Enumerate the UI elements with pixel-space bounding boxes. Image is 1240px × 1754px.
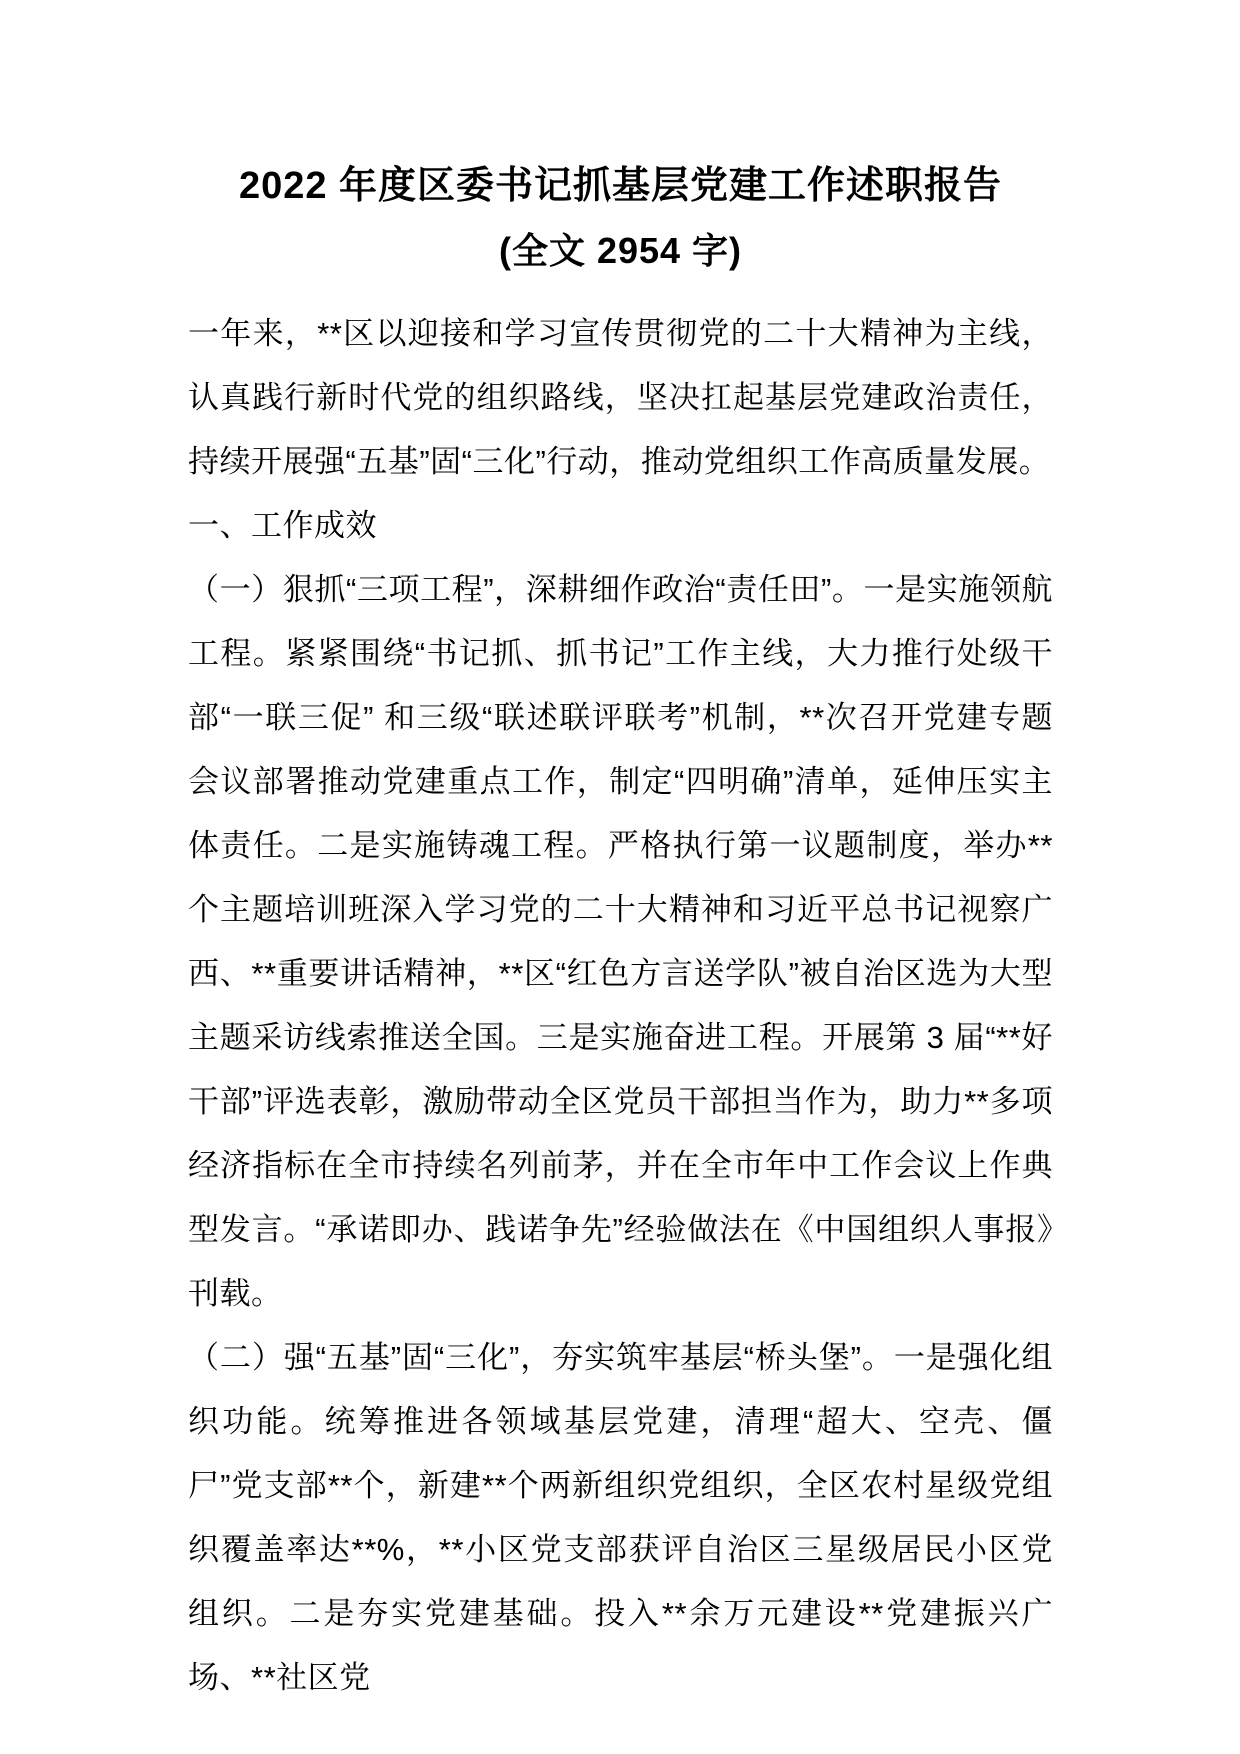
paragraph-item-two: （二）强“五基”固“三化”，夯实筑牢基层“桥头堡”。一是强化组织功能。统筹推进各领域基层党建，清理“超大、空壳、僵尸”党支部**个，新建**个两新组织党组织，全区农村星级党组织覆盖率达**%，**小区党支部获评自治区三星级居民小区党组织。二是夯实党建基础。投入**余万元建设**党建振兴广场、**社区党 — [188, 1340, 1053, 1695]
document-subtitle-word-count: (全文 2954 字) — [498, 230, 743, 271]
paragraph-item-one: （一）狠抓“三项工程”，深耕细作政治“责任田”。一是实施领航工程。紧紧围绕“书记抓、抓书记”工作主线，大力推行处级干部“一联三促” 和三级“联述联评联考”机制，**次召开党建专题会议部署推动党建重点工作，制定“四明确”清单，延伸压实主体责任。二是实施铸魂工程。严格执行第一议题制度，举办**个主题培训班深入学习党的二十大精神和习近平总书记视察广西、**重要讲话精神，**区“红色方言送学队”被自治区选为大型主题采访线索推送全国。三是实施奋进工程。开展第 3 届“**好干部”评选表彰，激励带动全区党员干部担当作为，助力**多项经济指标在全市持续名列前茅，并在全市年中工作会议上作典型发言。“承诺即办、践诺争先”经验做法在《中国组织人事报》刊载。 — [188, 572, 1053, 1311]
paragraph-intro: 一年来，**区以迎接和学习宣传贯彻党的二十大精神为主线，认真践行新时代党的组织路线，坚决扛起基层党建政治责任，持续开展强“五基”固“三化”行动，推动党组织工作高质量发展。 — [188, 316, 1053, 479]
document-body — [188, 302, 1053, 1710]
section-heading-work-results: 一、工作成效 — [188, 508, 377, 543]
document-title: 2022 年度区委书记抓基层党建工作述职报告 — [238, 165, 1003, 207]
